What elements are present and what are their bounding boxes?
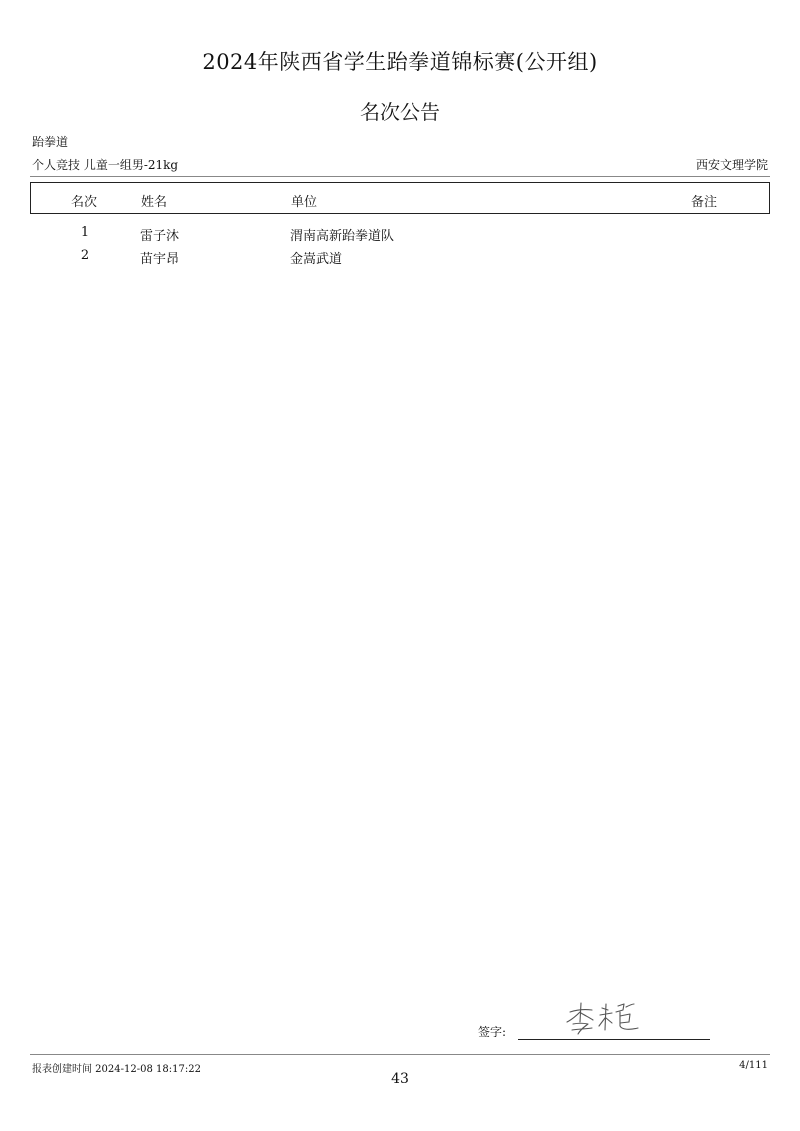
report-created-time: 报表创建时间 2024-12-08 18:17:22: [32, 1064, 201, 1075]
document-subtitle: 名次公告: [360, 100, 440, 124]
rank-cell: 2: [80, 248, 90, 263]
table-header: [30, 182, 770, 214]
event-label: 个人竞技 儿童一组男-21kg: [32, 158, 179, 172]
name-cell: 苗宇昂: [140, 252, 180, 267]
handwritten-signature: [560, 998, 650, 1038]
signature-line: [518, 1039, 710, 1040]
venue-label: 西安文理学院: [695, 158, 768, 172]
header-rank: 名次: [71, 195, 98, 210]
page-count: 4/111: [739, 1060, 768, 1071]
page-number: 43: [391, 1071, 409, 1087]
unit-cell: 渭南高新跆拳道队: [290, 229, 395, 244]
header-unit: 单位: [291, 195, 318, 210]
signature-label: 签字:: [478, 1025, 507, 1039]
sport-label: 跆拳道: [32, 135, 69, 149]
table-row: [30, 225, 768, 247]
rank-cell: 1: [80, 225, 90, 240]
bottom-divider: [30, 1054, 770, 1055]
top-divider: [30, 176, 770, 177]
header-name: 姓名: [141, 195, 168, 210]
unit-cell: 金嵩武道: [290, 252, 343, 267]
document-title: 2024年陕西省学生跆拳道锦标赛(公开组): [202, 50, 598, 74]
table-row: [30, 248, 768, 270]
name-cell: 雷子沐: [140, 229, 180, 244]
header-note: 备注: [691, 195, 718, 210]
